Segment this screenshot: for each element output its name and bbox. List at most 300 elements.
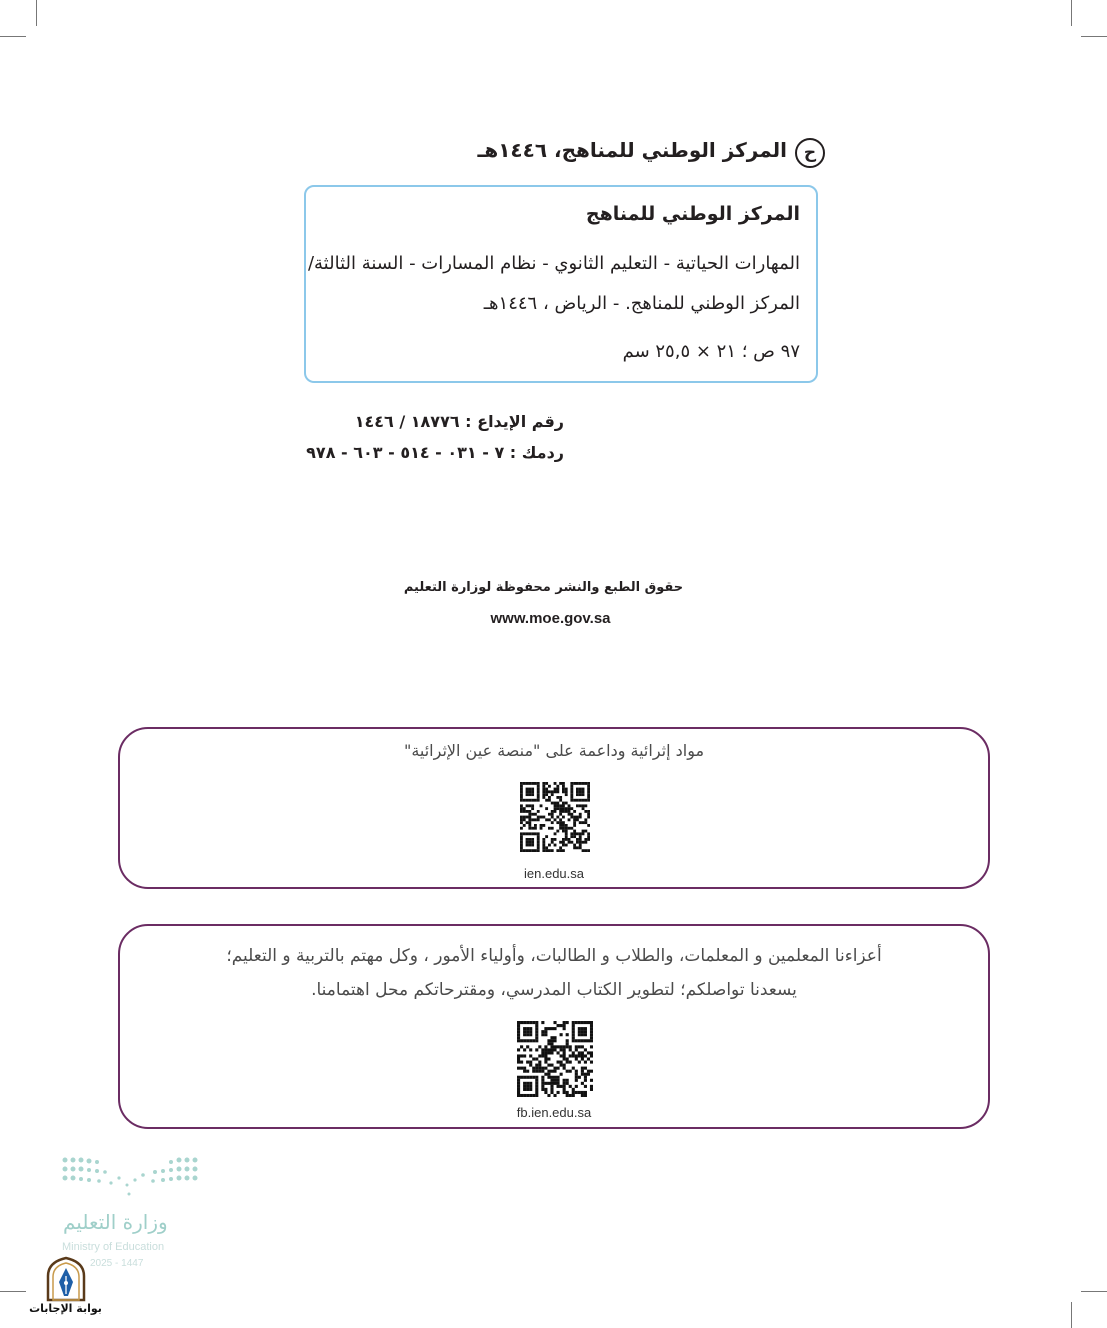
qr-module — [517, 1067, 520, 1070]
qr-module — [547, 1039, 550, 1042]
qr-module — [528, 832, 531, 835]
catalog-card — [304, 185, 818, 383]
catalog-publisher: المركز الوطني للمناهج — [585, 203, 800, 225]
qr-module — [520, 790, 523, 793]
qr-module — [573, 830, 576, 833]
qr-module — [575, 1076, 578, 1079]
qr-module — [590, 1051, 593, 1054]
qr-module — [526, 810, 529, 813]
qr-module — [563, 1064, 566, 1067]
qr-module — [547, 1048, 550, 1051]
qr-module — [560, 1024, 563, 1027]
qr-module — [590, 1054, 593, 1057]
qr-module — [590, 1088, 593, 1091]
qr-module — [523, 1067, 526, 1070]
qr-module — [562, 810, 565, 813]
qr-module — [569, 1045, 572, 1048]
qr-module — [587, 1021, 590, 1024]
qr-module — [537, 844, 540, 847]
qr-module — [562, 802, 565, 805]
qr-module — [565, 788, 568, 791]
qr-module — [531, 788, 534, 791]
qr-module — [581, 1045, 584, 1048]
qr-module — [534, 849, 537, 852]
qr-module — [562, 824, 565, 827]
qr-module — [584, 804, 587, 807]
qr-module — [537, 832, 540, 835]
qr-module — [550, 1085, 553, 1088]
qr-module — [535, 1021, 538, 1024]
qr-module — [520, 1067, 523, 1070]
qr-module — [553, 1079, 556, 1082]
qr-module — [573, 835, 576, 838]
qr-module — [523, 824, 526, 827]
qr-module — [544, 1073, 547, 1076]
qr-module — [582, 804, 585, 807]
qr-module — [520, 1045, 523, 1048]
qr-module — [565, 802, 568, 805]
qr-module — [569, 1054, 572, 1057]
qr-module — [545, 849, 548, 852]
qr-module — [531, 807, 534, 810]
qr-module — [575, 1079, 578, 1082]
qr-module — [566, 1021, 569, 1024]
qr-module — [581, 1030, 584, 1033]
qr-module — [528, 793, 531, 796]
qr-module — [517, 1033, 520, 1036]
qr-module — [535, 1064, 538, 1067]
qr-module — [581, 1091, 584, 1094]
qr-module — [528, 824, 531, 827]
qr-module — [584, 1048, 587, 1051]
qr-module — [572, 1021, 575, 1024]
qr-module — [529, 1064, 532, 1067]
qr-module — [557, 1067, 560, 1070]
qr-module — [573, 810, 576, 813]
qr-module — [542, 846, 545, 849]
qr-module — [520, 810, 523, 813]
qr-module — [542, 788, 545, 791]
qr-module — [535, 1091, 538, 1094]
qr-module — [587, 799, 590, 802]
qr-module — [541, 1048, 544, 1051]
qr-module — [584, 1030, 587, 1033]
qr-module — [565, 835, 568, 838]
qr-module — [526, 841, 529, 844]
qr-module — [517, 1030, 520, 1033]
qr-module — [590, 1045, 593, 1048]
qr-module — [526, 1070, 529, 1073]
qr-module — [562, 816, 565, 819]
qr-module — [557, 1051, 560, 1054]
qr-module — [537, 785, 540, 788]
qr-module — [550, 1091, 553, 1094]
qr-module — [523, 818, 526, 821]
qr-module — [545, 846, 548, 849]
qr-module — [579, 793, 582, 796]
qr-module — [553, 1048, 556, 1051]
qr-module — [579, 832, 582, 835]
ministry-year: 2025 - 1447 — [90, 1258, 144, 1269]
qr-module — [537, 818, 540, 821]
qr-module — [520, 1076, 523, 1079]
qr-module — [572, 1039, 575, 1042]
qr-module — [572, 1030, 575, 1033]
qr-module — [590, 1033, 593, 1036]
qr-module — [582, 849, 585, 852]
qr-module — [570, 807, 573, 810]
feedback-url[interactable]: fb.ien.edu.sa — [516, 1105, 592, 1120]
qr-module — [565, 790, 568, 793]
qr-module — [532, 1039, 535, 1042]
qr-module — [544, 1067, 547, 1070]
qr-module — [520, 844, 523, 847]
qr-module — [534, 824, 537, 827]
qr-module — [569, 1070, 572, 1073]
qr-module — [557, 1082, 560, 1085]
crop-mark — [1081, 1291, 1107, 1292]
qr-module — [587, 782, 590, 785]
qr-module — [553, 1045, 556, 1048]
qr-module — [526, 1030, 529, 1033]
qr-module — [559, 821, 562, 824]
qr-module — [587, 838, 590, 841]
qr-module — [568, 827, 571, 830]
qr-module — [581, 1033, 584, 1036]
qr-module — [570, 790, 573, 793]
qr-module — [554, 832, 557, 835]
qr-module — [554, 782, 557, 785]
qr-module — [582, 793, 585, 796]
qr-module — [562, 844, 565, 847]
qr-module — [587, 849, 590, 852]
qr-module — [559, 799, 562, 802]
qr-module — [566, 1045, 569, 1048]
qr-module — [584, 1067, 587, 1070]
qr-module — [576, 816, 579, 819]
qr-module — [587, 1051, 590, 1054]
qr-module — [566, 1082, 569, 1085]
qr-module — [541, 1076, 544, 1079]
portal-label: بوابة الإجابات — [29, 1302, 102, 1315]
qr-module — [550, 1045, 553, 1048]
qr-module — [541, 1085, 544, 1088]
qr-module — [578, 1045, 581, 1048]
qr-module — [572, 1051, 575, 1054]
qr-module — [545, 790, 548, 793]
qr-module — [581, 1027, 584, 1030]
qr-module — [576, 782, 579, 785]
qr-module — [562, 790, 565, 793]
qr-module — [559, 810, 562, 813]
qr-module — [526, 793, 529, 796]
qr-module — [517, 1021, 520, 1024]
qr-module — [575, 1054, 578, 1057]
crop-mark — [1071, 1302, 1072, 1328]
qr-module — [544, 1054, 547, 1057]
qr-module — [517, 1057, 520, 1060]
qr-module — [517, 1036, 520, 1039]
qr-module — [517, 1039, 520, 1042]
qr-module — [528, 849, 531, 852]
qr-module — [556, 807, 559, 810]
qr-module — [559, 818, 562, 821]
qr-module — [575, 1057, 578, 1060]
qr-module — [590, 1079, 593, 1082]
qr-module — [587, 790, 590, 793]
qr-module — [579, 841, 582, 844]
qr-module — [563, 1051, 566, 1054]
qr-module — [534, 813, 537, 816]
qr-module — [562, 841, 565, 844]
qr-module — [584, 1079, 587, 1082]
qr-module — [541, 1021, 544, 1024]
qr-module — [573, 844, 576, 847]
qr-module — [537, 841, 540, 844]
qr-module — [529, 1048, 532, 1051]
qr-module — [541, 1067, 544, 1070]
qr-module — [568, 804, 571, 807]
qr-module — [557, 1061, 560, 1064]
catalog-title-line: المهارات الحياتية - التعليم الثانوي - نظام المسارات - السنة الثالثة/ — [307, 253, 800, 274]
qr-module — [557, 1076, 560, 1079]
qr-module — [563, 1027, 566, 1030]
qr-module — [517, 1027, 520, 1030]
qr-module — [569, 1048, 572, 1051]
qr-module — [523, 1088, 526, 1091]
qr-module — [584, 799, 587, 802]
qr-module — [545, 799, 548, 802]
ministry-website-link[interactable]: www.moe.gov.sa — [490, 610, 611, 627]
qr-module — [526, 804, 529, 807]
qr-module — [570, 832, 573, 835]
qr-module — [556, 802, 559, 805]
qr-module — [532, 1057, 535, 1060]
qr-module — [523, 1027, 526, 1030]
qr-module — [531, 849, 534, 852]
qr-module — [520, 816, 523, 819]
qr-module — [582, 788, 585, 791]
qr-module — [538, 1070, 541, 1073]
qr-module — [544, 1033, 547, 1036]
qr-module — [531, 832, 534, 835]
qr-module — [568, 841, 571, 844]
qr-module — [590, 1027, 593, 1030]
qr-module — [537, 816, 540, 819]
qr-module — [526, 1027, 529, 1030]
qr-module — [548, 844, 551, 847]
qr-module — [554, 844, 557, 847]
qr-module — [554, 788, 557, 791]
qr-module — [550, 1082, 553, 1085]
qr-module — [523, 1030, 526, 1033]
qr-module — [584, 1021, 587, 1024]
qr-module — [548, 827, 551, 830]
qr-module — [581, 1067, 584, 1070]
qr-module — [517, 1082, 520, 1085]
qr-module — [572, 1091, 575, 1094]
qr-module — [572, 1027, 575, 1030]
qr-module — [520, 827, 523, 830]
qr-module — [526, 1045, 529, 1048]
qr-module — [553, 1094, 556, 1097]
qr-module — [523, 1033, 526, 1036]
qr-module — [581, 1057, 584, 1060]
qr-module — [550, 1051, 553, 1054]
qr-module — [566, 1094, 569, 1097]
portal-logo[interactable] — [28, 1256, 103, 1322]
catalog-extent-line: ٩٧ ص ؛ ٢١ × ٢٥,٥ سم — [622, 341, 800, 362]
qr-module — [587, 785, 590, 788]
ministry-dots-icon — [55, 1150, 205, 1205]
qr-module — [548, 796, 551, 799]
qr-module — [565, 830, 568, 833]
qr-module — [517, 1091, 520, 1094]
qr-module — [537, 799, 540, 802]
qr-module — [520, 807, 523, 810]
qr-module — [523, 810, 526, 813]
qr-module — [576, 793, 579, 796]
qr-module — [544, 1030, 547, 1033]
qr-module — [542, 782, 545, 785]
qr-module — [562, 830, 565, 833]
qr-module — [523, 1085, 526, 1088]
qr-module — [529, 1030, 532, 1033]
qr-module — [579, 804, 582, 807]
qr-module — [523, 807, 526, 810]
qr-module — [551, 810, 554, 813]
qr-module — [537, 790, 540, 793]
qr-module — [531, 799, 534, 802]
qr-module — [520, 796, 523, 799]
qr-module — [556, 785, 559, 788]
qr-module — [556, 816, 559, 819]
feedback-line-2: يسعدنا تواصلكم؛ لتطوير الكتاب المدرسي، ومقترحاتكم محل اهتمامنا. — [311, 980, 797, 1000]
qr-module — [520, 841, 523, 844]
qr-module — [575, 1085, 578, 1088]
qr-module — [569, 1085, 572, 1088]
qr-module — [579, 799, 582, 802]
qr-module — [537, 810, 540, 813]
qr-module — [547, 1057, 550, 1060]
qr-module — [520, 788, 523, 791]
qr-module — [545, 835, 548, 838]
qr-module — [573, 799, 576, 802]
qr-module — [550, 1079, 553, 1082]
qr-module — [542, 790, 545, 793]
qr-module — [531, 818, 534, 821]
qr-module — [526, 832, 529, 835]
qr-module — [545, 818, 548, 821]
qr-module — [570, 785, 573, 788]
qr-module — [550, 1088, 553, 1091]
qr-module — [520, 835, 523, 838]
qr-module — [568, 838, 571, 841]
qr-module — [557, 1079, 560, 1082]
qr-module — [523, 1039, 526, 1042]
qr-module — [520, 846, 523, 849]
qr-module — [587, 1057, 590, 1060]
qr-module — [559, 846, 562, 849]
qr-module — [584, 1054, 587, 1057]
qr-module — [581, 1039, 584, 1042]
qr-module — [529, 1061, 532, 1064]
qr-module — [520, 782, 523, 785]
qr-module — [535, 1094, 538, 1097]
qr-module — [529, 1088, 532, 1091]
qr-module — [520, 1021, 523, 1024]
qr-module — [537, 782, 540, 785]
qr-module — [545, 782, 548, 785]
qr-module — [587, 1070, 590, 1073]
qr-module — [529, 1027, 532, 1030]
qr-module — [550, 1027, 553, 1030]
qr-module — [554, 790, 557, 793]
qr-module — [579, 788, 582, 791]
qr-module — [526, 1076, 529, 1079]
qr-module — [523, 832, 526, 835]
qr-module — [590, 1070, 593, 1073]
qr-module — [576, 832, 579, 835]
qr-module — [544, 1082, 547, 1085]
qr-module — [535, 1033, 538, 1036]
qr-module — [535, 1030, 538, 1033]
qr-module — [579, 813, 582, 816]
qr-module — [535, 1082, 538, 1085]
qr-module — [570, 841, 573, 844]
qr-module — [570, 799, 573, 802]
qr-module — [570, 827, 573, 830]
qr-module — [528, 788, 531, 791]
qr-module — [541, 1088, 544, 1091]
qr-module — [541, 1051, 544, 1054]
qr-module — [528, 818, 531, 821]
qr-module — [553, 1076, 556, 1079]
qr-module — [520, 1061, 523, 1064]
qr-module — [587, 832, 590, 835]
qr-module — [582, 821, 585, 824]
qr-module — [573, 818, 576, 821]
qr-module — [556, 788, 559, 791]
qr-module — [553, 1039, 556, 1042]
qr-module — [523, 816, 526, 819]
qr-module — [578, 1076, 581, 1079]
qr-module — [526, 1082, 529, 1085]
qr-module — [550, 1064, 553, 1067]
qr-module — [579, 790, 582, 793]
qr-module — [545, 793, 548, 796]
qr-module — [584, 841, 587, 844]
qr-module — [562, 788, 565, 791]
qr-module — [520, 849, 523, 852]
qr-module — [520, 838, 523, 841]
qr-module — [545, 788, 548, 791]
qr-module — [535, 1067, 538, 1070]
qr-module — [578, 1054, 581, 1057]
qr-module — [578, 1030, 581, 1033]
qr-module — [584, 1061, 587, 1064]
qr-module — [575, 1039, 578, 1042]
enrichment-url[interactable]: ien.edu.sa — [524, 866, 584, 881]
qr-module — [562, 838, 565, 841]
qr-module — [587, 1039, 590, 1042]
qr-module — [582, 790, 585, 793]
qr-code-icon[interactable] — [517, 1021, 593, 1097]
qr-code-icon[interactable] — [520, 782, 590, 852]
qr-module — [568, 818, 571, 821]
qr-module — [582, 830, 585, 833]
qr-module — [535, 1076, 538, 1079]
